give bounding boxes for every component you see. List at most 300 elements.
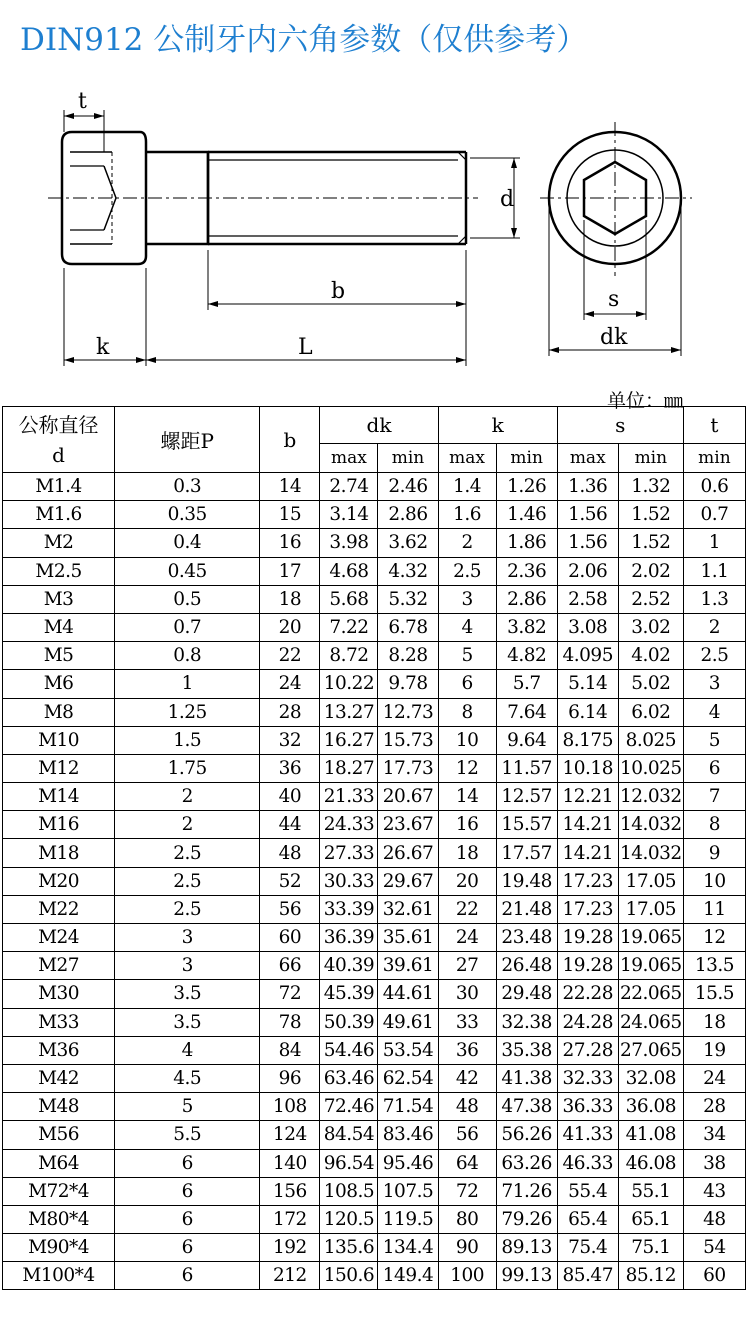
cell-s-max: 3.08 (557, 613, 618, 641)
header-nominal-diameter: 公称直径 d (3, 407, 115, 473)
label-t: t (78, 89, 87, 114)
table-row (3, 839, 746, 867)
cell-k-max: 48 (438, 1093, 496, 1121)
header-s-min: min (618, 444, 683, 473)
cell-b: 20 (260, 613, 320, 641)
cell-dk-min: 62.54 (378, 1064, 438, 1092)
table-row (3, 1008, 746, 1036)
cell-dk-max: 4.68 (320, 557, 378, 585)
table-row (3, 529, 746, 557)
cell-k-max: 8 (438, 698, 496, 726)
cell-t-min: 6 (683, 754, 745, 782)
cell-size: M3 (3, 585, 115, 613)
cell-k-min: 99.13 (496, 1262, 557, 1290)
cell-pitch: 3 (115, 952, 260, 980)
cell-dk-max: 24.33 (320, 811, 378, 839)
cell-t-min: 0.6 (683, 473, 745, 501)
table-row (3, 783, 746, 811)
cell-pitch: 0.5 (115, 585, 260, 613)
cell-dk-min: 4.32 (378, 557, 438, 585)
cell-k-max: 72 (438, 1177, 496, 1205)
cell-dk-max: 54.46 (320, 1036, 378, 1064)
cell-s-min: 10.025 (618, 754, 683, 782)
cell-s-max: 36.33 (557, 1093, 618, 1121)
cell-t-min: 60 (683, 1262, 745, 1290)
cell-t-min: 28 (683, 1093, 745, 1121)
cell-dk-min: 134.4 (378, 1234, 438, 1262)
cell-dk-max: 63.46 (320, 1064, 378, 1092)
cell-s-max: 46.33 (557, 1149, 618, 1177)
cell-dk-min: 71.54 (378, 1093, 438, 1121)
table-row (3, 670, 746, 698)
cell-pitch: 6 (115, 1234, 260, 1262)
cell-s-max: 2.58 (557, 585, 618, 613)
cell-s-max: 19.28 (557, 952, 618, 980)
cell-s-min: 75.1 (618, 1234, 683, 1262)
cell-b: 78 (260, 1008, 320, 1036)
cell-k-max: 64 (438, 1149, 496, 1177)
cell-b: 48 (260, 839, 320, 867)
table-row (3, 1234, 746, 1262)
cell-k-max: 2.5 (438, 557, 496, 585)
cell-k-max: 10 (438, 726, 496, 754)
cell-pitch: 4.5 (115, 1064, 260, 1092)
cell-s-max: 85.47 (557, 1262, 618, 1290)
cell-dk-max: 16.27 (320, 726, 378, 754)
cell-t-min: 34 (683, 1121, 745, 1149)
cell-k-max: 42 (438, 1064, 496, 1092)
cell-s-max: 41.33 (557, 1121, 618, 1149)
table-row (3, 1064, 746, 1092)
cell-pitch: 3.5 (115, 980, 260, 1008)
page-title: DIN912 公制牙内六角参数（仅供参考） (20, 22, 588, 58)
cell-b: 72 (260, 980, 320, 1008)
cell-size: M14 (3, 783, 115, 811)
cell-k-max: 4 (438, 613, 496, 641)
cell-t-min: 9 (683, 839, 745, 867)
cell-k-min: 15.57 (496, 811, 557, 839)
cell-s-min: 14.032 (618, 839, 683, 867)
cell-s-max: 17.23 (557, 895, 618, 923)
cell-size: M8 (3, 698, 115, 726)
cell-t-min: 1.1 (683, 557, 745, 585)
cell-k-min: 29.48 (496, 980, 557, 1008)
cell-b: 15 (260, 501, 320, 529)
cell-b: 17 (260, 557, 320, 585)
cell-pitch: 6 (115, 1205, 260, 1233)
cell-pitch: 0.45 (115, 557, 260, 585)
cell-s-min: 1.52 (618, 501, 683, 529)
cell-s-max: 10.18 (557, 754, 618, 782)
cell-k-min: 3.82 (496, 613, 557, 641)
cell-s-max: 14.21 (557, 839, 618, 867)
cell-dk-max: 96.54 (320, 1149, 378, 1177)
cell-k-min: 2.36 (496, 557, 557, 585)
cell-dk-min: 2.46 (378, 473, 438, 501)
cell-b: 140 (260, 1149, 320, 1177)
cell-s-min: 2.52 (618, 585, 683, 613)
cell-b: 22 (260, 642, 320, 670)
cell-pitch: 1.25 (115, 698, 260, 726)
cell-b: 192 (260, 1234, 320, 1262)
cell-pitch: 1.75 (115, 754, 260, 782)
cell-dk-max: 7.22 (320, 613, 378, 641)
spec-table (2, 406, 746, 1290)
cell-s-min: 55.1 (618, 1177, 683, 1205)
cell-t-min: 7 (683, 783, 745, 811)
cell-dk-max: 40.39 (320, 952, 378, 980)
cell-pitch: 0.7 (115, 613, 260, 641)
cell-dk-max: 120.5 (320, 1205, 378, 1233)
cell-dk-max: 8.72 (320, 642, 378, 670)
cell-k-max: 90 (438, 1234, 496, 1262)
cell-dk-max: 50.39 (320, 1008, 378, 1036)
cell-size: M1.6 (3, 501, 115, 529)
cell-t-min: 2 (683, 613, 745, 641)
cell-size: M80*4 (3, 1205, 115, 1233)
cell-pitch: 6 (115, 1149, 260, 1177)
table-row (3, 754, 746, 782)
label-s: s (608, 287, 620, 312)
cell-s-max: 4.095 (557, 642, 618, 670)
cell-size: M16 (3, 811, 115, 839)
header-dk-min: min (378, 444, 438, 473)
cell-b: 36 (260, 754, 320, 782)
cell-dk-max: 13.27 (320, 698, 378, 726)
cell-b: 108 (260, 1093, 320, 1121)
cell-dk-min: 5.32 (378, 585, 438, 613)
cell-size: M48 (3, 1093, 115, 1121)
cell-dk-max: 84.54 (320, 1121, 378, 1149)
cell-dk-min: 20.67 (378, 783, 438, 811)
cell-dk-min: 6.78 (378, 613, 438, 641)
unit-label: 单位：㎜ (607, 390, 684, 412)
bolt-drawing (0, 70, 750, 380)
cell-dk-max: 18.27 (320, 754, 378, 782)
cell-k-min: 56.26 (496, 1121, 557, 1149)
cell-dk-max: 21.33 (320, 783, 378, 811)
cell-s-max: 32.33 (557, 1064, 618, 1092)
cell-dk-min: 35.61 (378, 924, 438, 952)
cell-dk-max: 135.6 (320, 1234, 378, 1262)
cell-pitch: 0.4 (115, 529, 260, 557)
cell-b: 156 (260, 1177, 320, 1205)
cell-dk-min: 3.62 (378, 529, 438, 557)
cell-b: 40 (260, 783, 320, 811)
cell-b: 56 (260, 895, 320, 923)
cell-pitch: 1.5 (115, 726, 260, 754)
cell-size: M64 (3, 1149, 115, 1177)
cell-b: 84 (260, 1036, 320, 1064)
cell-b: 172 (260, 1205, 320, 1233)
cell-s-max: 19.28 (557, 924, 618, 952)
header-b: b (260, 407, 320, 473)
cell-b: 14 (260, 473, 320, 501)
header-s-max: max (557, 444, 618, 473)
header-dk-max: max (320, 444, 378, 473)
cell-pitch: 6 (115, 1177, 260, 1205)
cell-t-min: 18 (683, 1008, 745, 1036)
cell-t-min: 2.5 (683, 642, 745, 670)
cell-k-max: 22 (438, 895, 496, 923)
header-k-max: max (438, 444, 496, 473)
cell-pitch: 0.3 (115, 473, 260, 501)
cell-k-max: 56 (438, 1121, 496, 1149)
cell-s-max: 12.21 (557, 783, 618, 811)
cell-dk-max: 30.33 (320, 867, 378, 895)
cell-k-min: 21.48 (496, 895, 557, 923)
label-k: k (96, 335, 110, 360)
cell-size: M20 (3, 867, 115, 895)
cell-s-max: 22.28 (557, 980, 618, 1008)
cell-k-min: 41.38 (496, 1064, 557, 1092)
cell-k-min: 47.38 (496, 1093, 557, 1121)
cell-s-max: 17.23 (557, 867, 618, 895)
table-row (3, 698, 746, 726)
cell-k-max: 16 (438, 811, 496, 839)
cell-size: M2 (3, 529, 115, 557)
cell-dk-min: 49.61 (378, 1008, 438, 1036)
cell-k-min: 1.46 (496, 501, 557, 529)
cell-s-min: 65.1 (618, 1205, 683, 1233)
cell-k-min: 89.13 (496, 1234, 557, 1262)
cell-s-min: 27.065 (618, 1036, 683, 1064)
cell-b: 32 (260, 726, 320, 754)
cell-s-min: 3.02 (618, 613, 683, 641)
cell-pitch: 4 (115, 1036, 260, 1064)
label-L: L (298, 335, 313, 360)
cell-b: 66 (260, 952, 320, 980)
cell-k-min: 1.86 (496, 529, 557, 557)
cell-s-min: 14.032 (618, 811, 683, 839)
cell-pitch: 2.5 (115, 895, 260, 923)
cell-pitch: 2 (115, 811, 260, 839)
cell-dk-min: 29.67 (378, 867, 438, 895)
cell-k-max: 27 (438, 952, 496, 980)
cell-k-min: 26.48 (496, 952, 557, 980)
table-row (3, 980, 746, 1008)
table-row (3, 1149, 746, 1177)
cell-dk-max: 10.22 (320, 670, 378, 698)
cell-k-min: 4.82 (496, 642, 557, 670)
table-row (3, 952, 746, 980)
cell-pitch: 3 (115, 924, 260, 952)
table-row (3, 1177, 746, 1205)
cell-k-min: 71.26 (496, 1177, 557, 1205)
cell-dk-min: 2.86 (378, 501, 438, 529)
cell-t-min: 1.3 (683, 585, 745, 613)
cell-dk-max: 27.33 (320, 839, 378, 867)
cell-t-min: 12 (683, 924, 745, 952)
cell-t-min: 19 (683, 1036, 745, 1064)
cell-b: 18 (260, 585, 320, 613)
cell-s-max: 27.28 (557, 1036, 618, 1064)
cell-dk-max: 150.6 (320, 1262, 378, 1290)
cell-s-max: 65.4 (557, 1205, 618, 1233)
cell-dk-min: 8.28 (378, 642, 438, 670)
cell-s-min: 5.02 (618, 670, 683, 698)
cell-size: M6 (3, 670, 115, 698)
cell-dk-max: 5.68 (320, 585, 378, 613)
table-row (3, 613, 746, 641)
cell-k-max: 100 (438, 1262, 496, 1290)
cell-k-max: 2 (438, 529, 496, 557)
cell-b: 28 (260, 698, 320, 726)
header-dk: dk (320, 407, 438, 444)
cell-b: 44 (260, 811, 320, 839)
cell-dk-max: 2.74 (320, 473, 378, 501)
cell-dk-max: 33.39 (320, 895, 378, 923)
cell-s-min: 85.12 (618, 1262, 683, 1290)
cell-k-max: 24 (438, 924, 496, 952)
cell-size: M100*4 (3, 1262, 115, 1290)
cell-dk-min: 32.61 (378, 895, 438, 923)
cell-s-max: 6.14 (557, 698, 618, 726)
cell-dk-min: 15.73 (378, 726, 438, 754)
cell-pitch: 5 (115, 1093, 260, 1121)
cell-b: 96 (260, 1064, 320, 1092)
table-row (3, 867, 746, 895)
label-d: d (500, 187, 515, 212)
cell-s-max: 14.21 (557, 811, 618, 839)
cell-t-min: 38 (683, 1149, 745, 1177)
cell-dk-min: 83.46 (378, 1121, 438, 1149)
cell-s-min: 24.065 (618, 1008, 683, 1036)
cell-t-min: 4 (683, 698, 745, 726)
table-row (3, 895, 746, 923)
label-b: b (331, 279, 346, 304)
cell-s-max: 2.06 (557, 557, 618, 585)
table-row (3, 585, 746, 613)
cell-k-min: 11.57 (496, 754, 557, 782)
cell-k-max: 20 (438, 867, 496, 895)
cell-dk-min: 44.61 (378, 980, 438, 1008)
label-dk: dk (600, 325, 628, 350)
cell-dk-min: 23.67 (378, 811, 438, 839)
cell-k-min: 2.86 (496, 585, 557, 613)
cell-t-min: 1 (683, 529, 745, 557)
cell-k-min: 7.64 (496, 698, 557, 726)
cell-size: M12 (3, 754, 115, 782)
cell-size: M5 (3, 642, 115, 670)
cell-s-max: 1.36 (557, 473, 618, 501)
cell-size: M10 (3, 726, 115, 754)
cell-b: 60 (260, 924, 320, 952)
cell-k-min: 63.26 (496, 1149, 557, 1177)
cell-k-max: 30 (438, 980, 496, 1008)
cell-size: M42 (3, 1064, 115, 1092)
cell-s-min: 41.08 (618, 1121, 683, 1149)
cell-k-max: 80 (438, 1205, 496, 1233)
cell-k-min: 35.38 (496, 1036, 557, 1064)
cell-dk-max: 3.14 (320, 501, 378, 529)
cell-dk-min: 9.78 (378, 670, 438, 698)
cell-pitch: 0.35 (115, 501, 260, 529)
cell-k-min: 12.57 (496, 783, 557, 811)
cell-size: M18 (3, 839, 115, 867)
cell-k-max: 33 (438, 1008, 496, 1036)
cell-size: M72*4 (3, 1177, 115, 1205)
cell-pitch: 2 (115, 783, 260, 811)
cell-size: M27 (3, 952, 115, 980)
cell-size: M4 (3, 613, 115, 641)
cell-s-max: 8.175 (557, 726, 618, 754)
cell-b: 16 (260, 529, 320, 557)
table-row (3, 501, 746, 529)
cell-dk-max: 36.39 (320, 924, 378, 952)
cell-t-min: 3 (683, 670, 745, 698)
cell-t-min: 0.7 (683, 501, 745, 529)
table-row (3, 811, 746, 839)
cell-pitch: 2.5 (115, 867, 260, 895)
cell-k-max: 12 (438, 754, 496, 782)
cell-k-min: 19.48 (496, 867, 557, 895)
cell-k-max: 1.4 (438, 473, 496, 501)
cell-size: M2.5 (3, 557, 115, 585)
header-k-min: min (496, 444, 557, 473)
cell-t-min: 13.5 (683, 952, 745, 980)
cell-s-min: 36.08 (618, 1093, 683, 1121)
cell-s-min: 6.02 (618, 698, 683, 726)
cell-t-min: 24 (683, 1064, 745, 1092)
cell-dk-min: 53.54 (378, 1036, 438, 1064)
cell-s-min: 2.02 (618, 557, 683, 585)
table-row (3, 642, 746, 670)
cell-s-min: 17.05 (618, 895, 683, 923)
cell-k-max: 6 (438, 670, 496, 698)
cell-dk-min: 26.67 (378, 839, 438, 867)
cell-dk-min: 119.5 (378, 1205, 438, 1233)
cell-s-min: 19.065 (618, 924, 683, 952)
table-row (3, 1036, 746, 1064)
cell-pitch: 6 (115, 1262, 260, 1290)
cell-t-min: 8 (683, 811, 745, 839)
cell-k-min: 23.48 (496, 924, 557, 952)
header-t: t (683, 407, 745, 444)
cell-s-min: 46.08 (618, 1149, 683, 1177)
table-row (3, 726, 746, 754)
cell-k-min: 17.57 (496, 839, 557, 867)
cell-s-min: 22.065 (618, 980, 683, 1008)
cell-k-min: 1.26 (496, 473, 557, 501)
cell-dk-max: 3.98 (320, 529, 378, 557)
cell-b: 212 (260, 1262, 320, 1290)
cell-pitch: 0.8 (115, 642, 260, 670)
table-row (3, 1121, 746, 1149)
cell-pitch: 2.5 (115, 839, 260, 867)
cell-s-min: 32.08 (618, 1064, 683, 1092)
cell-t-min: 43 (683, 1177, 745, 1205)
table-row (3, 557, 746, 585)
table-row (3, 1205, 746, 1233)
cell-size: M1.4 (3, 473, 115, 501)
cell-k-max: 5 (438, 642, 496, 670)
table-row (3, 473, 746, 501)
cell-t-min: 10 (683, 867, 745, 895)
cell-dk-min: 95.46 (378, 1149, 438, 1177)
cell-pitch: 1 (115, 670, 260, 698)
cell-size: M30 (3, 980, 115, 1008)
cell-k-min: 5.7 (496, 670, 557, 698)
cell-s-min: 4.02 (618, 642, 683, 670)
table-row (3, 1262, 746, 1290)
cell-dk-min: 17.73 (378, 754, 438, 782)
cell-t-min: 5 (683, 726, 745, 754)
cell-k-min: 9.64 (496, 726, 557, 754)
header-t-min: min (683, 444, 745, 473)
cell-s-min: 19.065 (618, 952, 683, 980)
cell-s-max: 55.4 (557, 1177, 618, 1205)
